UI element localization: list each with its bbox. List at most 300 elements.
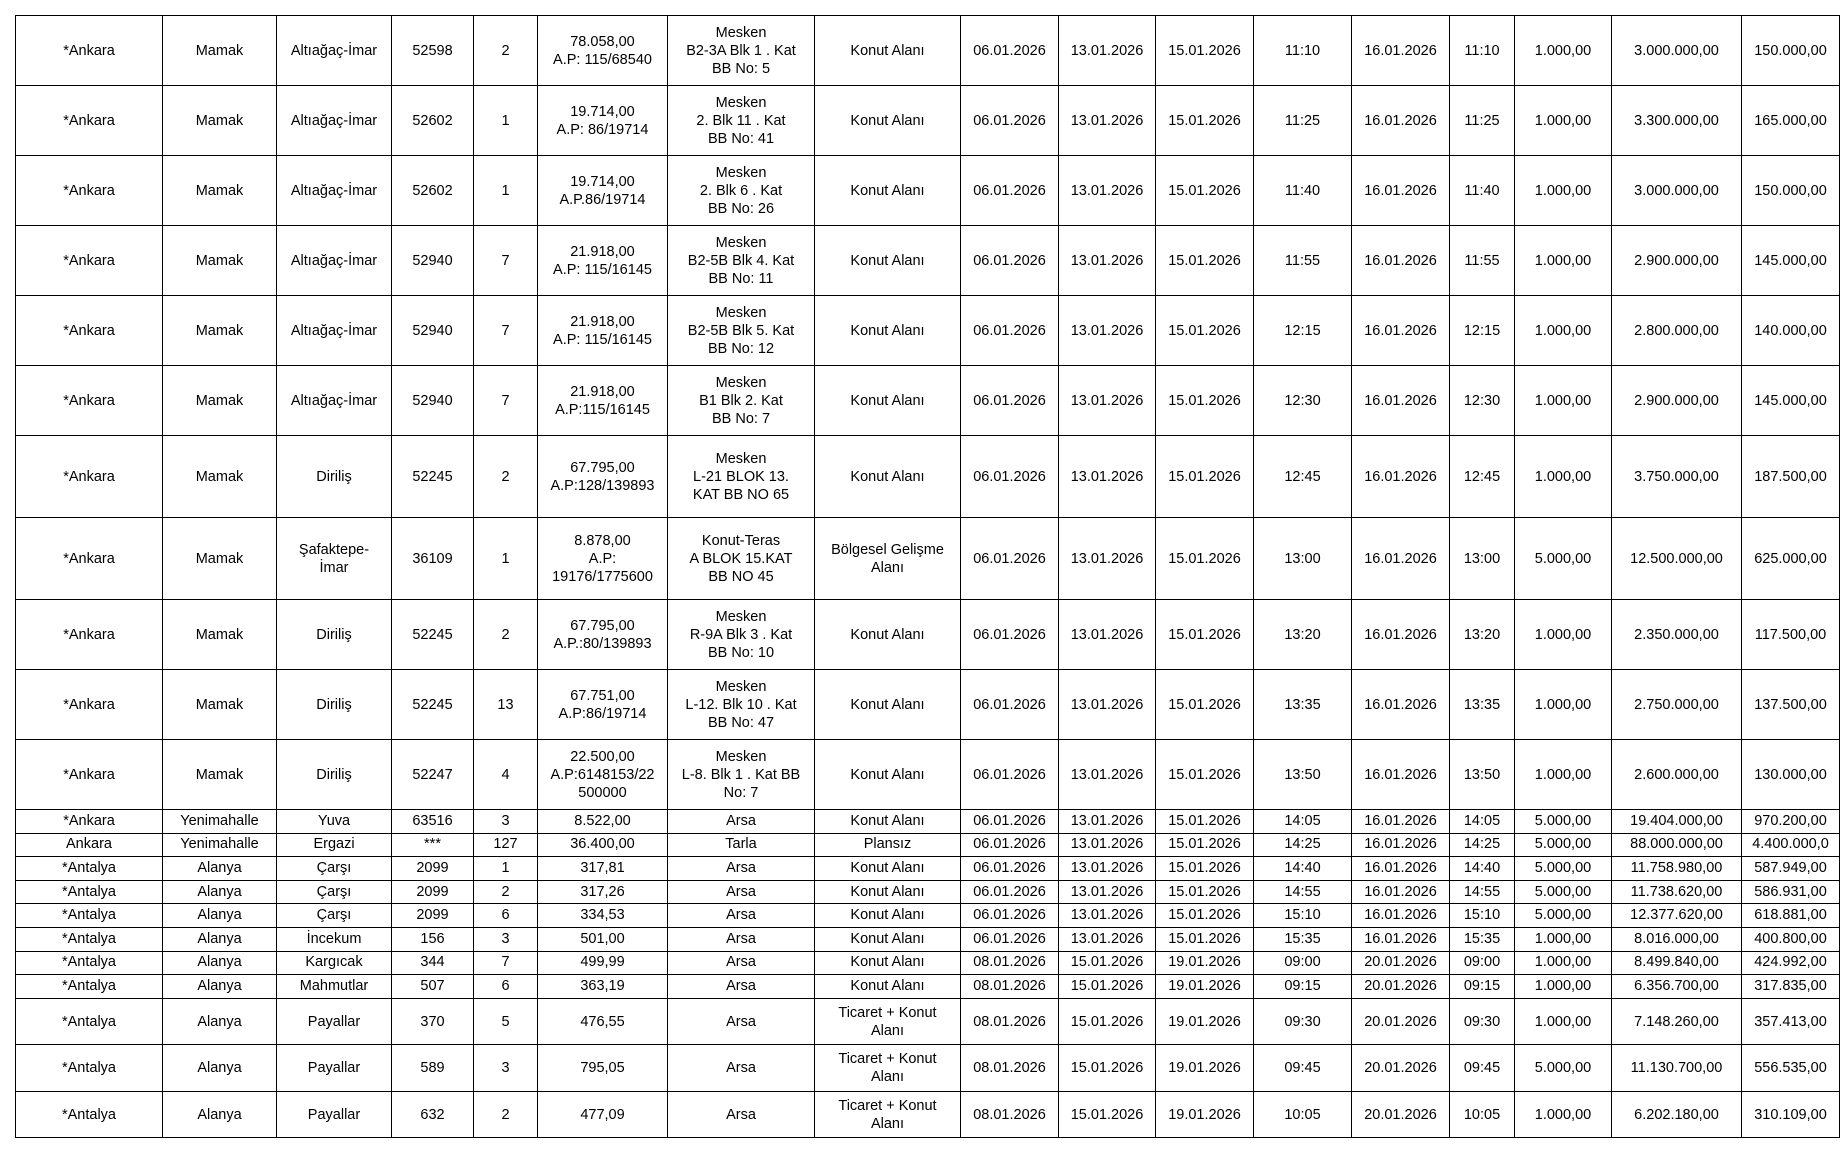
cell-imar-durumu: Konut Alanı [815, 810, 961, 834]
cell-ada: 632 [392, 1091, 474, 1138]
cell-parsel: 4 [474, 740, 538, 810]
cell-ada: 52245 [392, 670, 474, 740]
cell-basvuru-tarihi: 13.01.2026 [1059, 810, 1156, 834]
cell-imar-durumu: Konut Alanı [815, 86, 961, 156]
cell-ilan-tarihi: 06.01.2026 [961, 156, 1059, 226]
cell-artis-miktari: 1.000,00 [1515, 296, 1612, 366]
cell-yuzolcum: 21.918,00 A.P: 115/16145 [538, 226, 668, 296]
cell-imar-durumu: Konut Alanı [815, 927, 961, 951]
cell-mahalle: Ergazi [277, 833, 392, 857]
cell-mahalle: İncekum [277, 927, 392, 951]
cell-ihale-tarihi-2: 16.01.2026 [1352, 296, 1450, 366]
cell-ihale-tarihi: 15.01.2026 [1156, 226, 1254, 296]
cell-gecici-teminat: 165.000,00 [1742, 86, 1840, 156]
cell-basvuru-tarihi: 15.01.2026 [1059, 998, 1156, 1045]
cell-ihale-saati: 13:50 [1254, 740, 1352, 810]
cell-ilce: Alanya [163, 998, 277, 1045]
cell-artis-miktari: 1.000,00 [1515, 600, 1612, 670]
cell-artis-miktari: 5.000,00 [1515, 833, 1612, 857]
cell-il: *Ankara [16, 740, 163, 810]
table-row [16, 904, 1840, 928]
cell-mahalle: Çarşı [277, 904, 392, 928]
cell-ilce: Mamak [163, 16, 277, 86]
cell-basvuru-tarihi: 13.01.2026 [1059, 436, 1156, 518]
cell-ilan-tarihi: 06.01.2026 [961, 600, 1059, 670]
cell-muhammen-bedel: 3.000.000,00 [1612, 16, 1742, 86]
cell-yuzolcum: 19.714,00 A.P.86/19714 [538, 156, 668, 226]
cell-ihale-saati-2: 09:30 [1450, 998, 1515, 1045]
cell-gecici-teminat: 424.992,00 [1742, 951, 1840, 975]
cell-ilce: Mamak [163, 296, 277, 366]
cell-ilce: Mamak [163, 226, 277, 296]
cell-ihale-tarihi: 15.01.2026 [1156, 16, 1254, 86]
cell-gecici-teminat: 357.413,00 [1742, 998, 1840, 1045]
cell-parsel: 1 [474, 518, 538, 600]
cell-artis-miktari: 1.000,00 [1515, 998, 1612, 1045]
cell-ilan-tarihi: 06.01.2026 [961, 740, 1059, 810]
cell-ihale-tarihi: 15.01.2026 [1156, 833, 1254, 857]
cell-ihale-tarihi-2: 16.01.2026 [1352, 366, 1450, 436]
cell-imar-durumu: Konut Alanı [815, 296, 961, 366]
cell-ihale-saati-2: 09:15 [1450, 975, 1515, 999]
table-row [16, 600, 1840, 670]
cell-muhammen-bedel: 3.300.000,00 [1612, 86, 1742, 156]
cell-ilce: Mamak [163, 600, 277, 670]
cell-imar-durumu: Konut Alanı [815, 880, 961, 904]
cell-gecici-teminat: 625.000,00 [1742, 518, 1840, 600]
cell-artis-miktari: 1.000,00 [1515, 927, 1612, 951]
cell-ada: 52245 [392, 436, 474, 518]
cell-imar-durumu: Konut Alanı [815, 156, 961, 226]
cell-ihale-tarihi-2: 16.01.2026 [1352, 740, 1450, 810]
cell-ilce: Alanya [163, 975, 277, 999]
table-row [16, 226, 1840, 296]
cell-basvuru-tarihi: 13.01.2026 [1059, 296, 1156, 366]
cell-ilce: Alanya [163, 951, 277, 975]
table-row [16, 296, 1840, 366]
cell-ada: 2099 [392, 880, 474, 904]
cell-ihale-saati: 13:20 [1254, 600, 1352, 670]
cell-ilan-tarihi: 06.01.2026 [961, 436, 1059, 518]
cell-muhammen-bedel: 19.404.000,00 [1612, 810, 1742, 834]
cell-yuzolcum: 476,55 [538, 998, 668, 1045]
cell-ilce: Yenimahalle [163, 833, 277, 857]
cell-basvuru-tarihi: 13.01.2026 [1059, 366, 1156, 436]
cell-ilan-tarihi: 06.01.2026 [961, 810, 1059, 834]
table-row [16, 927, 1840, 951]
table-row [16, 998, 1840, 1045]
cell-parsel: 2 [474, 16, 538, 86]
cell-nitelik: Tarla [668, 833, 815, 857]
cell-yuzolcum: 21.918,00 A.P: 115/16145 [538, 296, 668, 366]
cell-muhammen-bedel: 6.356.700,00 [1612, 975, 1742, 999]
cell-ihale-saati: 13:35 [1254, 670, 1352, 740]
cell-basvuru-tarihi: 13.01.2026 [1059, 16, 1156, 86]
cell-ihale-saati: 10:05 [1254, 1091, 1352, 1138]
cell-parsel: 3 [474, 1045, 538, 1092]
cell-ilan-tarihi: 06.01.2026 [961, 857, 1059, 881]
cell-yuzolcum: 67.795,00 A.P.:80/139893 [538, 600, 668, 670]
cell-muhammen-bedel: 2.900.000,00 [1612, 226, 1742, 296]
cell-ihale-saati: 14:55 [1254, 880, 1352, 904]
cell-basvuru-tarihi: 13.01.2026 [1059, 833, 1156, 857]
cell-imar-durumu: Konut Alanı [815, 740, 961, 810]
cell-ilce: Alanya [163, 1045, 277, 1092]
cell-il: *Ankara [16, 366, 163, 436]
cell-gecici-teminat: 317.835,00 [1742, 975, 1840, 999]
cell-imar-durumu: Ticaret + Konut Alanı [815, 1045, 961, 1092]
cell-ada: *** [392, 833, 474, 857]
cell-artis-miktari: 1.000,00 [1515, 16, 1612, 86]
cell-ihale-tarihi: 15.01.2026 [1156, 296, 1254, 366]
cell-il: *Ankara [16, 518, 163, 600]
cell-basvuru-tarihi: 13.01.2026 [1059, 600, 1156, 670]
cell-imar-durumu: Konut Alanı [815, 16, 961, 86]
cell-yuzolcum: 8.878,00 A.P: 19176/1775600 [538, 518, 668, 600]
cell-ihale-tarihi-2: 16.01.2026 [1352, 86, 1450, 156]
table-row [16, 16, 1840, 86]
table-row [16, 833, 1840, 857]
cell-ilan-tarihi: 06.01.2026 [961, 296, 1059, 366]
cell-nitelik: Arsa [668, 975, 815, 999]
cell-imar-durumu: Konut Alanı [815, 904, 961, 928]
cell-nitelik: Arsa [668, 810, 815, 834]
cell-basvuru-tarihi: 13.01.2026 [1059, 904, 1156, 928]
cell-ihale-saati: 15:35 [1254, 927, 1352, 951]
cell-imar-durumu: Konut Alanı [815, 366, 961, 436]
cell-muhammen-bedel: 88.000.000,00 [1612, 833, 1742, 857]
cell-basvuru-tarihi: 15.01.2026 [1059, 951, 1156, 975]
table-row [16, 975, 1840, 999]
cell-muhammen-bedel: 2.750.000,00 [1612, 670, 1742, 740]
cell-mahalle: Payallar [277, 998, 392, 1045]
cell-muhammen-bedel: 2.800.000,00 [1612, 296, 1742, 366]
cell-muhammen-bedel: 7.148.260,00 [1612, 998, 1742, 1045]
cell-ilan-tarihi: 08.01.2026 [961, 951, 1059, 975]
cell-ihale-saati: 12:30 [1254, 366, 1352, 436]
cell-yuzolcum: 363,19 [538, 975, 668, 999]
cell-mahalle: Yuva [277, 810, 392, 834]
cell-ilan-tarihi: 08.01.2026 [961, 975, 1059, 999]
cell-artis-miktari: 1.000,00 [1515, 366, 1612, 436]
cell-ihale-tarihi: 15.01.2026 [1156, 436, 1254, 518]
cell-muhammen-bedel: 11.130.700,00 [1612, 1045, 1742, 1092]
cell-parsel: 127 [474, 833, 538, 857]
cell-artis-miktari: 1.000,00 [1515, 975, 1612, 999]
cell-muhammen-bedel: 8.016.000,00 [1612, 927, 1742, 951]
cell-il: *Antalya [16, 1045, 163, 1092]
cell-ihale-tarihi: 15.01.2026 [1156, 86, 1254, 156]
cell-artis-miktari: 1.000,00 [1515, 740, 1612, 810]
cell-imar-durumu: Konut Alanı [815, 857, 961, 881]
cell-il: Ankara [16, 833, 163, 857]
cell-ada: 2099 [392, 904, 474, 928]
cell-parsel: 1 [474, 86, 538, 156]
cell-ilce: Mamak [163, 518, 277, 600]
cell-parsel: 6 [474, 904, 538, 928]
cell-il: *Ankara [16, 226, 163, 296]
cell-imar-durumu: Ticaret + Konut Alanı [815, 1091, 961, 1138]
cell-yuzolcum: 21.918,00 A.P:115/16145 [538, 366, 668, 436]
cell-nitelik: Arsa [668, 927, 815, 951]
cell-ihale-tarihi-2: 20.01.2026 [1352, 1091, 1450, 1138]
cell-nitelik: Konut-Teras A BLOK 15.KAT BB NO 45 [668, 518, 815, 600]
cell-artis-miktari: 1.000,00 [1515, 1091, 1612, 1138]
cell-basvuru-tarihi: 13.01.2026 [1059, 226, 1156, 296]
cell-ihale-tarihi-2: 16.01.2026 [1352, 600, 1450, 670]
cell-ada: 370 [392, 998, 474, 1045]
cell-imar-durumu: Konut Alanı [815, 436, 961, 518]
cell-ihale-tarihi-2: 20.01.2026 [1352, 951, 1450, 975]
cell-muhammen-bedel: 2.350.000,00 [1612, 600, 1742, 670]
cell-mahalle: Altıağaç-İmar [277, 296, 392, 366]
cell-ilan-tarihi: 08.01.2026 [961, 1091, 1059, 1138]
cell-nitelik: Mesken B2-5B Blk 5. Kat BB No: 12 [668, 296, 815, 366]
cell-il: *Ankara [16, 86, 163, 156]
cell-ihale-tarihi: 15.01.2026 [1156, 857, 1254, 881]
cell-ada: 156 [392, 927, 474, 951]
cell-artis-miktari: 1.000,00 [1515, 951, 1612, 975]
cell-ada: 52247 [392, 740, 474, 810]
cell-ihale-tarihi-2: 16.01.2026 [1352, 16, 1450, 86]
cell-il: *Antalya [16, 951, 163, 975]
cell-artis-miktari: 1.000,00 [1515, 436, 1612, 518]
cell-ihale-tarihi: 19.01.2026 [1156, 1091, 1254, 1138]
cell-il: *Ankara [16, 436, 163, 518]
cell-ihale-tarihi-2: 16.01.2026 [1352, 226, 1450, 296]
cell-imar-durumu: Bölgesel Gelişme Alanı [815, 518, 961, 600]
cell-nitelik: Mesken L-8. Blk 1 . Kat BB No: 7 [668, 740, 815, 810]
table-row [16, 1045, 1840, 1092]
table-body [16, 16, 1840, 1138]
cell-mahalle: Kargıcak [277, 951, 392, 975]
cell-ihale-tarihi-2: 16.01.2026 [1352, 880, 1450, 904]
cell-muhammen-bedel: 2.900.000,00 [1612, 366, 1742, 436]
cell-ihale-tarihi: 15.01.2026 [1156, 366, 1254, 436]
cell-yuzolcum: 334,53 [538, 904, 668, 928]
cell-yuzolcum: 67.795,00 A.P:128/139893 [538, 436, 668, 518]
cell-ihale-saati: 09:45 [1254, 1045, 1352, 1092]
cell-muhammen-bedel: 11.738.620,00 [1612, 880, 1742, 904]
cell-mahalle: Mahmutlar [277, 975, 392, 999]
cell-imar-durumu: Ticaret + Konut Alanı [815, 998, 961, 1045]
cell-yuzolcum: 67.751,00 A.P:86/19714 [538, 670, 668, 740]
cell-ilan-tarihi: 06.01.2026 [961, 833, 1059, 857]
cell-ilan-tarihi: 08.01.2026 [961, 1045, 1059, 1092]
cell-ilan-tarihi: 06.01.2026 [961, 366, 1059, 436]
cell-ihale-tarihi-2: 16.01.2026 [1352, 927, 1450, 951]
cell-mahalle: Altıağaç-İmar [277, 366, 392, 436]
cell-ihale-saati: 09:15 [1254, 975, 1352, 999]
cell-nitelik: Arsa [668, 998, 815, 1045]
cell-gecici-teminat: 150.000,00 [1742, 156, 1840, 226]
cell-il: *Antalya [16, 880, 163, 904]
cell-ilce: Alanya [163, 857, 277, 881]
cell-ihale-saati-2: 10:05 [1450, 1091, 1515, 1138]
cell-basvuru-tarihi: 15.01.2026 [1059, 975, 1156, 999]
cell-parsel: 5 [474, 998, 538, 1045]
table-row [16, 156, 1840, 226]
cell-ihale-tarihi-2: 16.01.2026 [1352, 833, 1450, 857]
table-row [16, 436, 1840, 518]
cell-gecici-teminat: 4.400.000,0 [1742, 833, 1840, 857]
cell-basvuru-tarihi: 15.01.2026 [1059, 1045, 1156, 1092]
table-row [16, 880, 1840, 904]
cell-ihale-saati-2: 14:25 [1450, 833, 1515, 857]
cell-yuzolcum: 19.714,00 A.P: 86/19714 [538, 86, 668, 156]
cell-parsel: 1 [474, 857, 538, 881]
cell-artis-miktari: 5.000,00 [1515, 1045, 1612, 1092]
cell-ilan-tarihi: 08.01.2026 [961, 998, 1059, 1045]
cell-ihale-tarihi-2: 16.01.2026 [1352, 436, 1450, 518]
cell-yuzolcum: 22.500,00 A.P:6148153/22 500000 [538, 740, 668, 810]
cell-gecici-teminat: 970.200,00 [1742, 810, 1840, 834]
cell-mahalle: Diriliş [277, 436, 392, 518]
cell-gecici-teminat: 187.500,00 [1742, 436, 1840, 518]
table-row [16, 951, 1840, 975]
cell-yuzolcum: 78.058,00 A.P: 115/68540 [538, 16, 668, 86]
cell-parsel: 3 [474, 927, 538, 951]
cell-ihale-tarihi-2: 16.01.2026 [1352, 810, 1450, 834]
cell-ihale-saati-2: 11:55 [1450, 226, 1515, 296]
cell-il: *Ankara [16, 16, 163, 86]
cell-ilce: Mamak [163, 86, 277, 156]
cell-artis-miktari: 1.000,00 [1515, 86, 1612, 156]
cell-nitelik: Mesken R-9A Blk 3 . Kat BB No: 10 [668, 600, 815, 670]
cell-yuzolcum: 317,26 [538, 880, 668, 904]
cell-muhammen-bedel: 8.499.840,00 [1612, 951, 1742, 975]
cell-artis-miktari: 5.000,00 [1515, 518, 1612, 600]
cell-artis-miktari: 5.000,00 [1515, 857, 1612, 881]
cell-yuzolcum: 499,99 [538, 951, 668, 975]
cell-ihale-saati-2: 09:00 [1450, 951, 1515, 975]
cell-il: *Antalya [16, 904, 163, 928]
cell-ilce: Yenimahalle [163, 810, 277, 834]
cell-mahalle: Şafaktepe- İmar [277, 518, 392, 600]
cell-mahalle: Çarşı [277, 857, 392, 881]
cell-muhammen-bedel: 12.377.620,00 [1612, 904, 1742, 928]
cell-yuzolcum: 477,09 [538, 1091, 668, 1138]
cell-mahalle: Altıağaç-İmar [277, 226, 392, 296]
cell-ada: 52940 [392, 296, 474, 366]
cell-gecici-teminat: 137.500,00 [1742, 670, 1840, 740]
cell-muhammen-bedel: 12.500.000,00 [1612, 518, 1742, 600]
cell-yuzolcum: 501,00 [538, 927, 668, 951]
cell-ihale-tarihi: 15.01.2026 [1156, 904, 1254, 928]
cell-nitelik: Mesken 2. Blk 11 . Kat BB No: 41 [668, 86, 815, 156]
cell-ada: 507 [392, 975, 474, 999]
cell-ihale-tarihi: 15.01.2026 [1156, 600, 1254, 670]
cell-ihale-tarihi: 15.01.2026 [1156, 670, 1254, 740]
cell-basvuru-tarihi: 13.01.2026 [1059, 156, 1156, 226]
cell-ihale-saati: 13:00 [1254, 518, 1352, 600]
cell-nitelik: Mesken B2-3A Blk 1 . Kat BB No: 5 [668, 16, 815, 86]
cell-gecici-teminat: 556.535,00 [1742, 1045, 1840, 1092]
cell-parsel: 2 [474, 1091, 538, 1138]
cell-ihale-saati: 14:05 [1254, 810, 1352, 834]
cell-basvuru-tarihi: 13.01.2026 [1059, 518, 1156, 600]
cell-mahalle: Altıağaç-İmar [277, 16, 392, 86]
cell-gecici-teminat: 400.800,00 [1742, 927, 1840, 951]
cell-ada: 2099 [392, 857, 474, 881]
cell-ihale-saati: 14:40 [1254, 857, 1352, 881]
cell-parsel: 2 [474, 880, 538, 904]
cell-gecici-teminat: 145.000,00 [1742, 366, 1840, 436]
cell-ihale-saati-2: 13:35 [1450, 670, 1515, 740]
cell-il: *Ankara [16, 156, 163, 226]
cell-il: *Ankara [16, 296, 163, 366]
cell-parsel: 1 [474, 156, 538, 226]
cell-mahalle: Diriliş [277, 670, 392, 740]
cell-ihale-tarihi-2: 16.01.2026 [1352, 857, 1450, 881]
cell-il: *Antalya [16, 1091, 163, 1138]
cell-ilan-tarihi: 06.01.2026 [961, 880, 1059, 904]
cell-ilce: Mamak [163, 156, 277, 226]
cell-nitelik: Mesken B1 Blk 2. Kat BB No: 7 [668, 366, 815, 436]
cell-il: *Ankara [16, 810, 163, 834]
property-auction-table [15, 15, 1840, 1138]
cell-ihale-tarihi-2: 20.01.2026 [1352, 1045, 1450, 1092]
cell-ilan-tarihi: 06.01.2026 [961, 927, 1059, 951]
cell-ilan-tarihi: 06.01.2026 [961, 86, 1059, 156]
cell-il: *Ankara [16, 670, 163, 740]
cell-imar-durumu: Konut Alanı [815, 951, 961, 975]
cell-nitelik: Mesken L-12. Blk 10 . Kat BB No: 47 [668, 670, 815, 740]
table-row [16, 810, 1840, 834]
cell-artis-miktari: 1.000,00 [1515, 670, 1612, 740]
cell-gecici-teminat: 140.000,00 [1742, 296, 1840, 366]
cell-nitelik: Arsa [668, 880, 815, 904]
cell-muhammen-bedel: 3.750.000,00 [1612, 436, 1742, 518]
cell-ilan-tarihi: 06.01.2026 [961, 670, 1059, 740]
cell-parsel: 7 [474, 366, 538, 436]
cell-ihale-tarihi-2: 16.01.2026 [1352, 670, 1450, 740]
table-row [16, 740, 1840, 810]
cell-mahalle: Diriliş [277, 600, 392, 670]
cell-gecici-teminat: 130.000,00 [1742, 740, 1840, 810]
cell-ihale-saati: 12:15 [1254, 296, 1352, 366]
cell-nitelik: Mesken L-21 BLOK 13. KAT BB NO 65 [668, 436, 815, 518]
cell-parsel: 2 [474, 600, 538, 670]
cell-ada: 52940 [392, 366, 474, 436]
cell-il: *Ankara [16, 600, 163, 670]
cell-ihale-tarihi: 19.01.2026 [1156, 998, 1254, 1045]
cell-ihale-saati-2: 13:20 [1450, 600, 1515, 670]
cell-artis-miktari: 5.000,00 [1515, 904, 1612, 928]
cell-ihale-saati-2: 13:00 [1450, 518, 1515, 600]
cell-parsel: 13 [474, 670, 538, 740]
cell-ihale-tarihi: 19.01.2026 [1156, 1045, 1254, 1092]
cell-basvuru-tarihi: 13.01.2026 [1059, 880, 1156, 904]
table-row [16, 518, 1840, 600]
cell-parsel: 7 [474, 951, 538, 975]
cell-ihale-saati-2: 11:25 [1450, 86, 1515, 156]
cell-basvuru-tarihi: 15.01.2026 [1059, 1091, 1156, 1138]
table-row [16, 670, 1840, 740]
cell-gecici-teminat: 618.881,00 [1742, 904, 1840, 928]
cell-muhammen-bedel: 2.600.000,00 [1612, 740, 1742, 810]
cell-nitelik: Arsa [668, 951, 815, 975]
cell-muhammen-bedel: 3.000.000,00 [1612, 156, 1742, 226]
cell-ihale-saati-2: 12:15 [1450, 296, 1515, 366]
cell-ilce: Mamak [163, 436, 277, 518]
cell-artis-miktari: 1.000,00 [1515, 226, 1612, 296]
cell-ilce: Alanya [163, 880, 277, 904]
cell-imar-durumu: Plansız [815, 833, 961, 857]
cell-ilce: Mamak [163, 740, 277, 810]
cell-ihale-saati-2: 15:10 [1450, 904, 1515, 928]
cell-ihale-tarihi: 15.01.2026 [1156, 880, 1254, 904]
